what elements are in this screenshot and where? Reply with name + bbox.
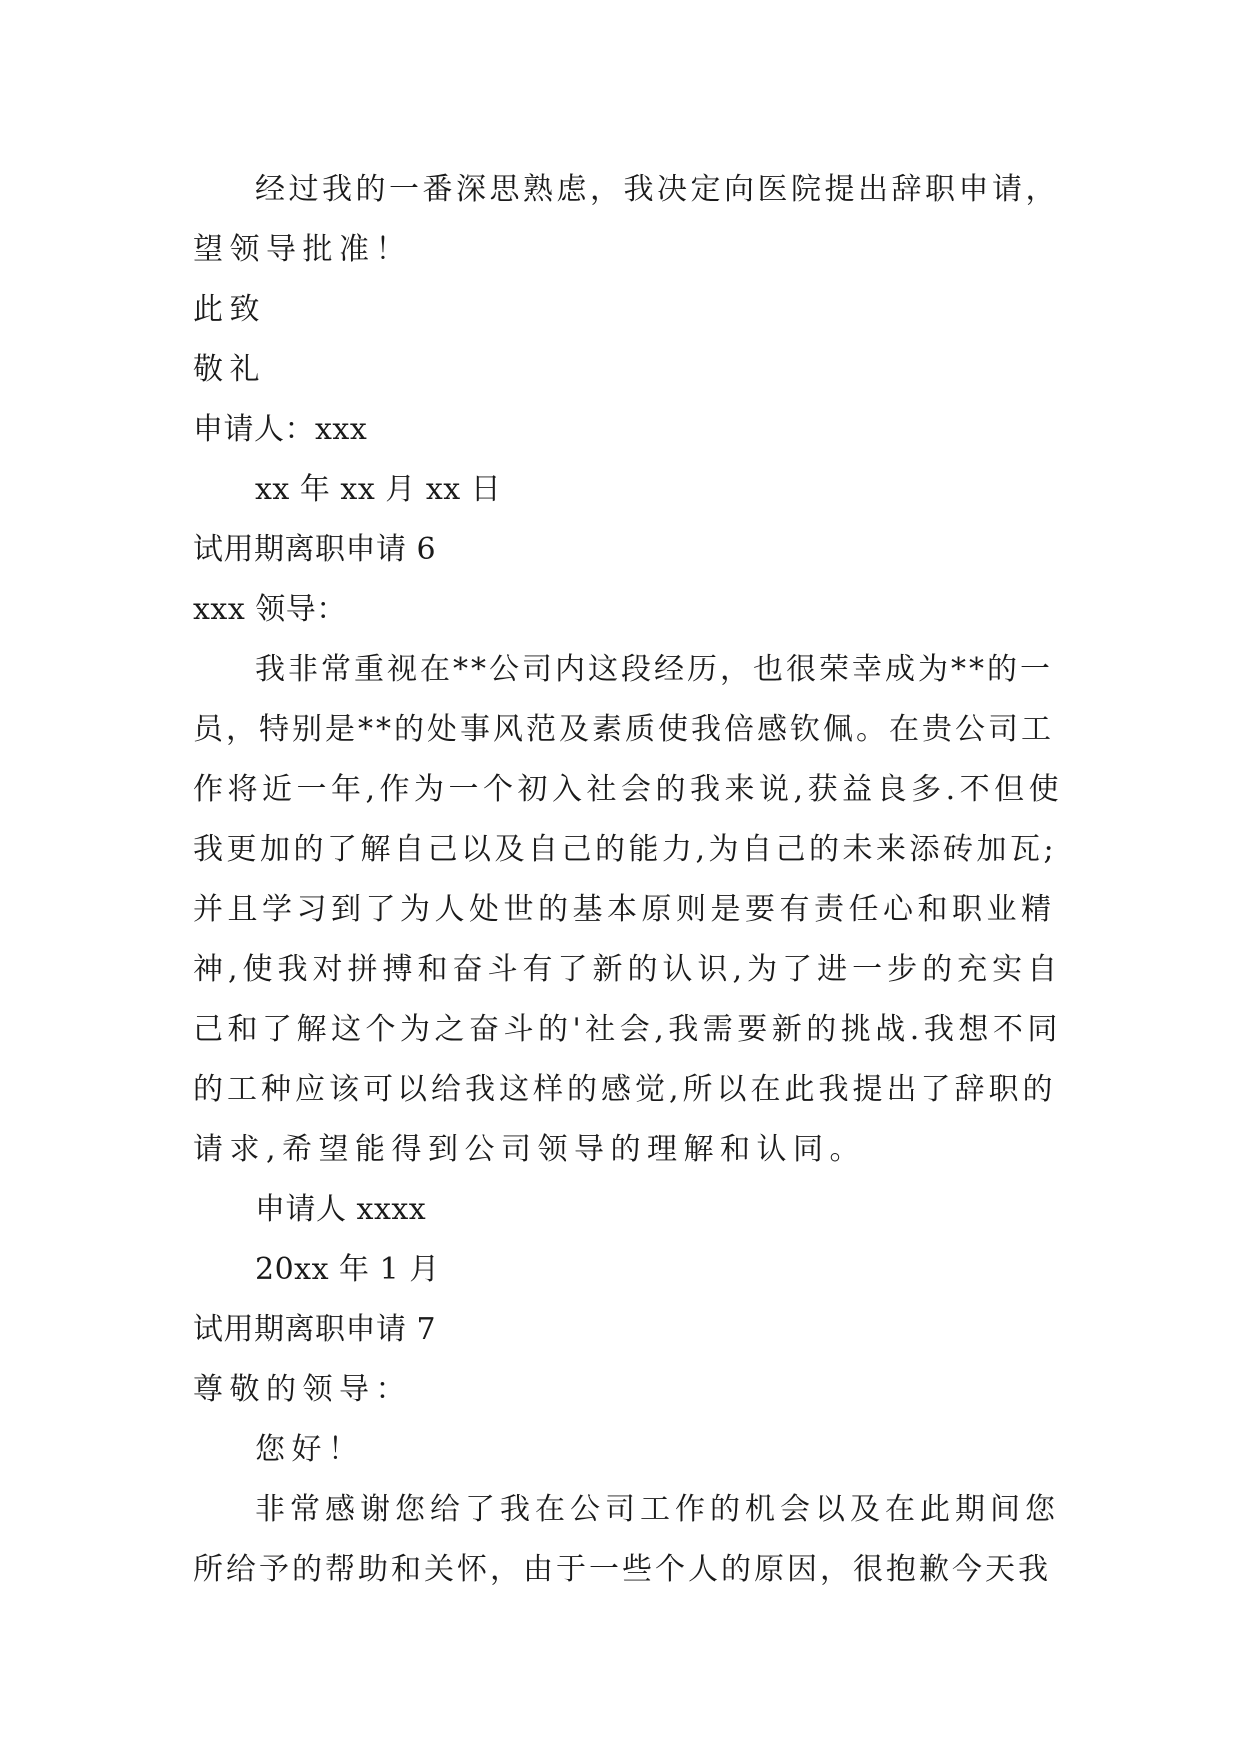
greeting-line: 您好！ [255,1432,365,1467]
date-line: xx 年 xx 月 xx 日 [255,472,502,507]
date-line: 20xx 年 1 月 [255,1252,440,1287]
applicant-line: 申请人 xxxx [255,1192,427,1227]
paragraph-line: 请求,希望能得到公司领导的理解和认同。 [193,1132,867,1167]
paragraph-line: 员，特别是**的处事风范及素质使我倍感钦佩。在贵公司工 [193,712,1054,747]
document-body [193,160,1063,1600]
salutation-line: 尊敬的领导： [193,1372,412,1407]
applicant-line: 申请人：xxx [193,412,368,447]
closing-line: 敬礼 [193,352,266,387]
section-heading: 试用期离职申请 7 [193,1312,437,1347]
paragraph-line: 并且学习到了为人处世的基本原则是要有责任心和职业精 [193,892,1056,927]
paragraph-line: 我更加的了解自己以及自己的能力,为自己的未来添砖加瓦; [193,832,1058,867]
paragraph-line: 所给予的帮助和关怀，由于一些个人的原因，很抱歉今天我 [193,1552,1051,1587]
closing-line: 此致 [193,292,266,327]
salutation-line: xxx 领导： [193,592,347,627]
paragraph-line: 我非常重视在**公司内这段经历，也很荣幸成为**的一 [255,652,1053,687]
section-heading: 试用期离职申请 6 [193,532,437,567]
paragraph-line: 非常感谢您给了我在公司工作的机会以及在此期间您 [255,1492,1060,1527]
paragraph-line: 经过我的一番深思熟虑，我决定向医院提出辞职申请， [255,172,1059,207]
paragraph-line: 望领导批准！ [193,232,412,267]
paragraph-line: 的工种应该可以给我这样的感觉,所以在此我提出了辞职的 [193,1072,1057,1107]
paragraph-line: 神,使我对拼搏和奋斗有了新的认识,为了进一步的充实自 [193,952,1063,987]
paragraph-line: 作将近一年,作为一个初入社会的我来说,获益良多.不但使 [193,772,1064,807]
paragraph-line: 己和了解这个为之奋斗的'社会,我需要新的挑战.我想不同 [193,1012,1062,1047]
